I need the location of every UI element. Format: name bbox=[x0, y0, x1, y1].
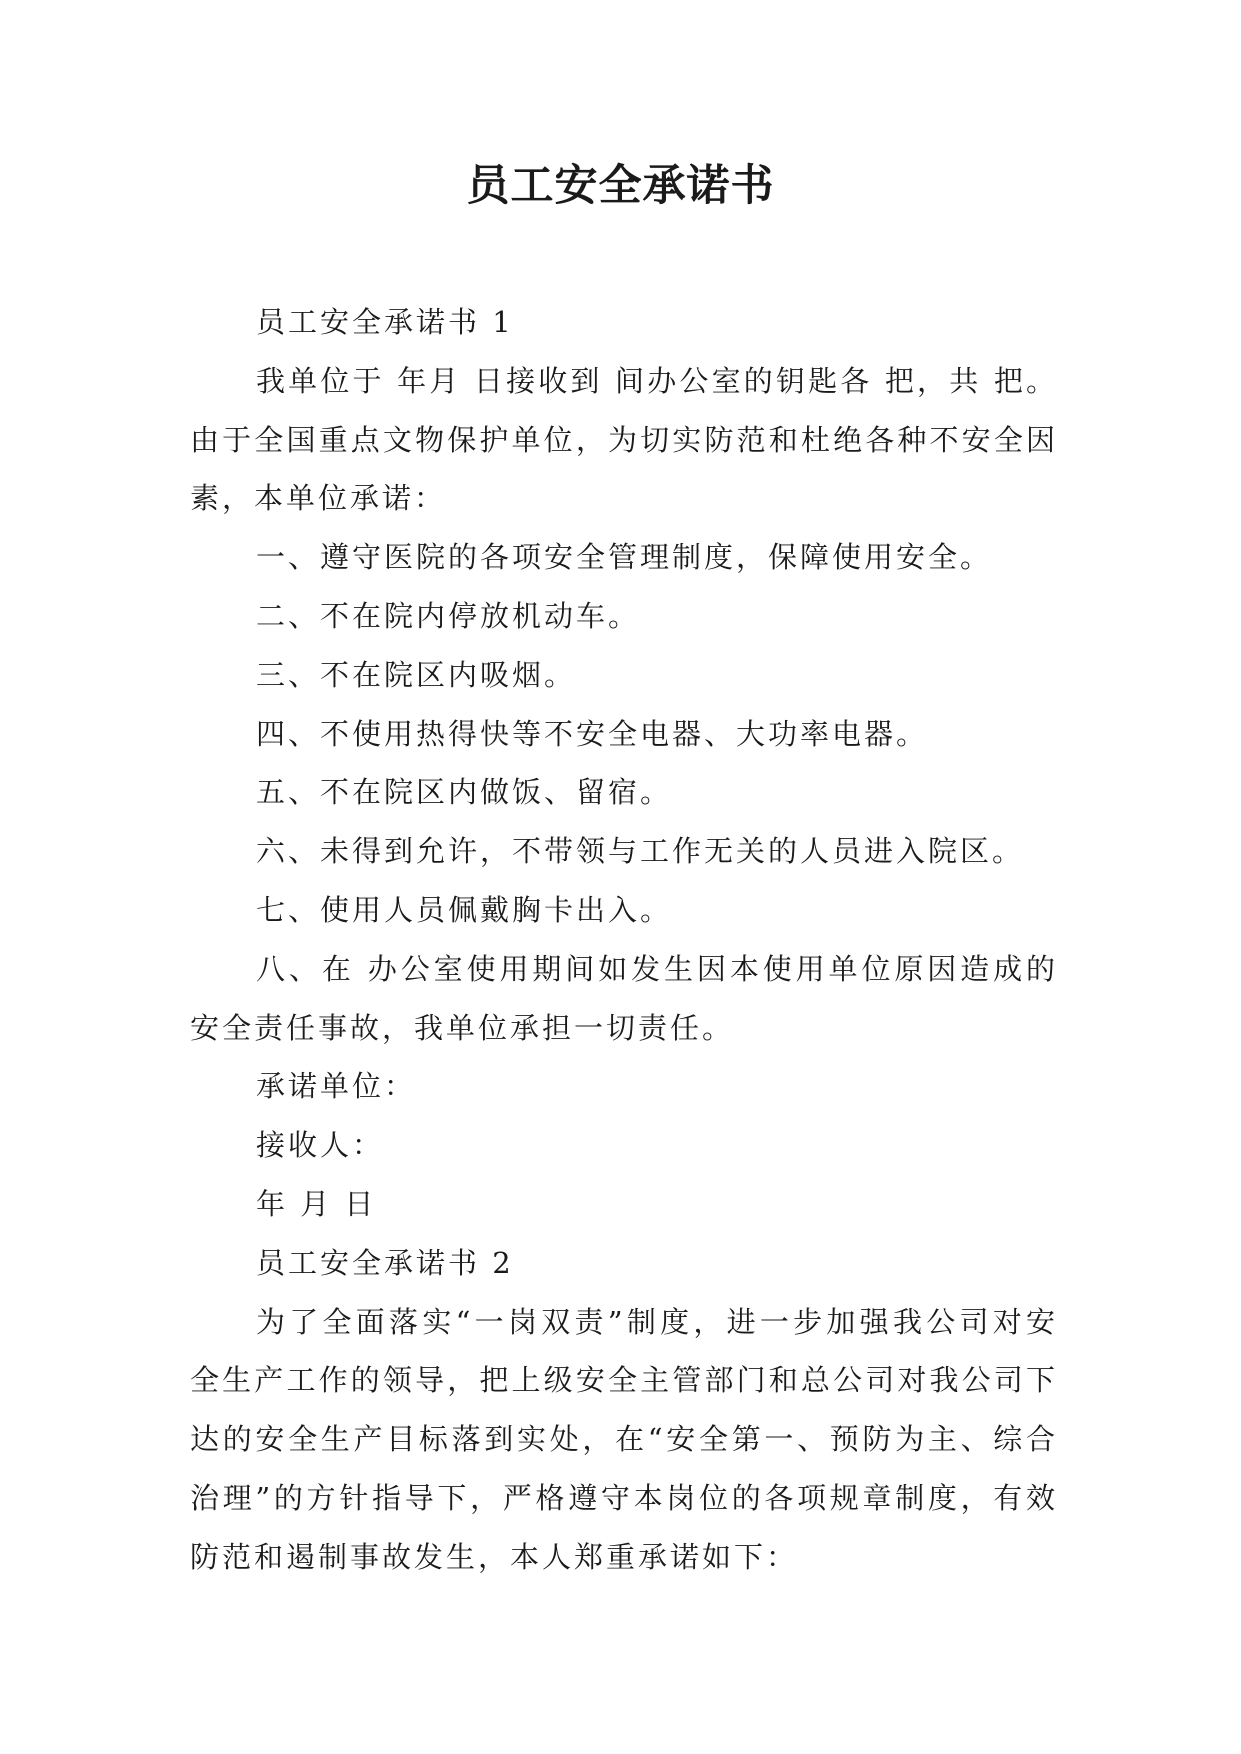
promise-item-1: 一、遵守医院的各项安全管理制度，保障使用安全。 bbox=[256, 540, 993, 575]
paragraph-key-receipt: 我单位于 年月 日接收到 间办公室的钥匙各 把，共 把。由于全国重点文物保护单位，为切实防范和杜绝各种不安全因素，本单位承诺： bbox=[190, 363, 1058, 516]
signature-unit-line: 承诺单位： bbox=[256, 1069, 417, 1104]
section-heading-1: 员工安全承诺书 1 bbox=[256, 305, 514, 339]
document-body bbox=[190, 293, 1058, 1587]
promise-item-6: 六、未得到允许，不带领与工作无关的人员进入院区。 bbox=[256, 834, 1025, 869]
promise-item-7: 七、使用人员佩戴胸卡出入。 bbox=[256, 892, 673, 927]
promise-item-2: 二、不在院内停放机动车。 bbox=[256, 598, 641, 633]
receiver-line: 接收人： bbox=[256, 1128, 385, 1163]
promise-item-4: 四、不使用热得快等不安全电器、大功率电器。 bbox=[256, 716, 929, 751]
promise-item-8: 八、在 办公室使用期间如发生因本使用单位原因造成的安全责任事故，我单位承担一切责任。 bbox=[190, 951, 1058, 1045]
promise-item-3: 三、不在院区内吸烟。 bbox=[256, 657, 577, 692]
section-heading-2: 员工安全承诺书 2 bbox=[256, 1245, 514, 1280]
promise-item-5: 五、不在院区内做饭、留宿。 bbox=[256, 775, 673, 810]
document-title: 员工安全承诺书 bbox=[466, 161, 775, 211]
paragraph-safety-commitment: 为了全面落实“一岗双责”制度，进一步加强我公司对安全生产工作的领导，把上级安全主管部门和总公司对我公司下达的安全生产目标落到实处，在“安全第一、预防为主、综合治理”的方针指导下，严格遵守本岗位的各项规章制度，有效防范和遏制事故发生，本人郑重承诺如下： bbox=[190, 1304, 1058, 1574]
date-line: 年 月 日 bbox=[256, 1186, 377, 1221]
